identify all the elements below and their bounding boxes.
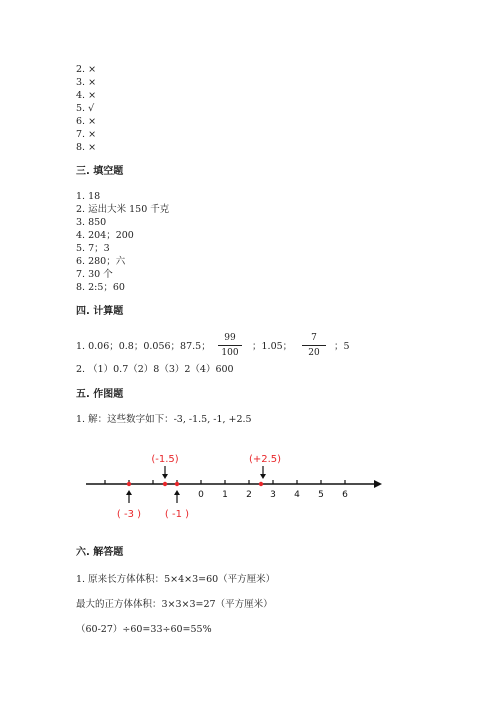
point-neg1 xyxy=(175,482,179,486)
fill-answer-1: 1. 18 xyxy=(76,191,101,202)
judge-answer-6: 6. × xyxy=(76,116,97,127)
solve-section-heading: 六. 解答题 xyxy=(76,547,124,558)
solve-answer-line-2: 最大的正方体体积：3×3×3=27（平方厘米） xyxy=(76,599,273,610)
fraction-denominator: 20 xyxy=(308,348,320,358)
arrow-neg1-5-icon xyxy=(162,474,168,479)
tick-label-0: 0 xyxy=(198,490,204,500)
tick-label-4: 4 xyxy=(294,490,300,500)
fill-answer-2: 2. 运出大米 150 千克 xyxy=(76,204,170,215)
fraction-bar xyxy=(218,345,242,346)
calc-answer-2: 2. （1）0.7（2）8（3）2（4）600 xyxy=(76,364,234,375)
fraction-numerator: 7 xyxy=(311,333,317,343)
calc-answer-1-end: ；5 xyxy=(334,341,350,352)
arrow-neg3-icon xyxy=(126,490,132,495)
judge-answer-7: 7. × xyxy=(76,129,97,140)
fill-section-heading: 三. 填空题 xyxy=(76,166,124,177)
calc-answer-1-prefix: 1. 0.06；0.8；0.056；87.5； xyxy=(76,341,211,352)
label-neg1-5: (-1.5) xyxy=(151,454,179,465)
fraction-denominator: 100 xyxy=(221,348,239,358)
fill-answer-3: 3. 850 xyxy=(76,217,107,228)
label-pos2-5: (+2.5) xyxy=(248,454,282,465)
arrow-pos2-5-icon xyxy=(260,474,266,479)
draw-answer-1: 1. 解：这些数字如下：-3, -1.5, -1, +2.5 xyxy=(76,414,252,425)
judge-answer-8: 8. × xyxy=(76,142,97,153)
judge-answer-3: 3. × xyxy=(76,77,97,88)
fill-answer-4: 4. 204；200 xyxy=(76,230,134,241)
point-neg3 xyxy=(127,482,131,486)
judge-answer-5: 5. √ xyxy=(76,103,95,114)
axis-arrowhead xyxy=(374,480,382,488)
tick-label-3: 3 xyxy=(270,490,276,500)
fill-answer-7: 7. 30 个 xyxy=(76,269,113,280)
judge-answer-2: 2. × xyxy=(76,64,97,75)
calc-answer-1-mid: ；1.05； xyxy=(252,341,293,352)
point-pos2-5 xyxy=(259,482,263,486)
fill-answer-5: 5. 7；3 xyxy=(76,243,110,254)
fraction-7-20 xyxy=(302,333,326,358)
fill-answer-6: 6. 280；六 xyxy=(76,256,126,267)
tick-label-2: 2 xyxy=(246,490,252,500)
fill-answer-8: 8. 2:5；60 xyxy=(76,282,125,293)
fraction-99-100 xyxy=(218,333,242,358)
fraction-bar xyxy=(302,345,326,346)
tick-label-5: 5 xyxy=(318,490,324,500)
label-neg1: ( -1 ) xyxy=(164,509,190,520)
draw-section-heading: 五. 作图题 xyxy=(76,389,124,400)
number-line-figure xyxy=(80,448,390,528)
solve-answer-line-3: （60-27）÷60=33÷60=55% xyxy=(76,624,212,635)
point-neg1-5 xyxy=(163,482,167,486)
label-neg3: ( -3 ) xyxy=(116,509,142,520)
solve-answer-line-1: 1. 原来长方体体积：5×4×3=60（平方厘米） xyxy=(76,574,276,585)
arrow-neg1-icon xyxy=(174,490,180,495)
fraction-numerator: 99 xyxy=(224,333,236,343)
calc-section-heading: 四. 计算题 xyxy=(76,306,124,317)
judge-answer-4: 4. × xyxy=(76,90,97,101)
tick-label-6: 6 xyxy=(342,490,348,500)
tick-label-1: 1 xyxy=(222,490,228,500)
